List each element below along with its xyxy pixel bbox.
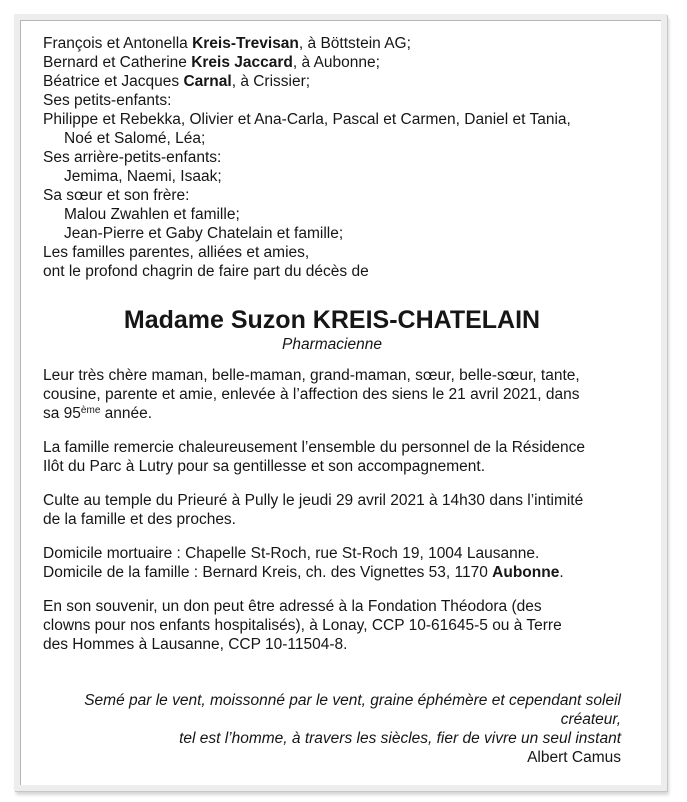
tribute-paragraph — [43, 366, 621, 423]
intro-line: Jean-Pierre et Gaby Chatelain et famille; — [64, 225, 344, 242]
service-paragraph — [43, 491, 621, 529]
intro-line: ont le profond chagrin de faire part du décès de — [43, 263, 369, 280]
intro-line: Jemima, Naemi, Isaak; — [64, 168, 222, 185]
quote-line: tel est l’homme, à travers les siècles, fier de vivre un seul instant — [179, 730, 621, 747]
intro-line-text: , à Böttstein AG; — [298, 35, 411, 52]
intro-line: Philippe et Rebekka, Olivier et Ana-Carla, Pascal et Carmen, Daniel et Tania, — [43, 111, 571, 128]
obituary-frame — [14, 14, 667, 791]
family-name-bold: Kreis Jaccard — [191, 54, 293, 71]
intro-line-text: Béatrice et Jacques — [43, 73, 184, 90]
intro-line: Noé et Salomé, Léa; — [64, 130, 206, 147]
thanks-line: Ilôt du Parc à Lutry pour sa gentillesse et son accompagnement. — [43, 458, 485, 475]
tribute-line: Leur très chère maman, belle-maman, grand-maman, sœur, belle-sœur, tante, — [43, 367, 580, 384]
donation-line: clowns pour nos enfants hospitalisés), à Lonay, CCP 10-61645-5 ou à Terre — [43, 617, 562, 634]
obituary-content — [20, 20, 661, 785]
intro-line: Ses arrière-petits-enfants: — [43, 149, 222, 166]
intro-line — [43, 34, 621, 53]
intro-line: Les familles parentes, alliées et amies, — [43, 244, 310, 261]
address-line-text: . — [559, 564, 564, 581]
address-line: Domicile mortuaire : Chapelle St-Roch, rue St-Roch 19, 1004 Lausanne. — [43, 545, 540, 562]
tribute-line-text: sa 95 — [43, 405, 81, 422]
intro-line-text: Bernard et Catherine — [43, 54, 192, 71]
intro-line: Malou Zwahlen et famille; — [64, 206, 240, 223]
intro-block — [43, 34, 621, 281]
quote-line: créateur, — [560, 711, 621, 728]
donation-line: En son souvenir, un don peut être adressé à la Fondation Théodora (des — [43, 598, 542, 615]
intro-line — [43, 53, 621, 72]
family-name-bold: Carnal — [183, 73, 232, 90]
quote-line: Semé par le vent, moissonné par le vent, graine éphémère et cependant soleil — [84, 692, 621, 709]
donations-paragraph — [43, 597, 621, 654]
tribute-line: cousine, parente et amie, enlevée à l’affection des siens le 21 avril 2021, dans — [43, 386, 580, 403]
intro-line: Ses petits-enfants: — [43, 92, 172, 109]
thanks-line: La famille remercie chaleureusement l’ensemble du personnel de la Résidence — [43, 439, 585, 456]
addresses-paragraph — [43, 544, 621, 582]
service-line: de la famille et des proches. — [43, 511, 236, 528]
quote-attribution: Albert Camus — [527, 749, 621, 766]
intro-line-text: , à Aubonne; — [292, 54, 380, 71]
intro-line-text: , à Crissier; — [231, 73, 311, 90]
deceased-profession: Pharmacienne — [282, 336, 382, 353]
intro-line: Sa sœur et son frère: — [43, 187, 190, 204]
service-line: Culte au temple du Prieuré à Pully le jeudi 29 avril 2021 à 14h30 dans l’intimité — [43, 492, 584, 509]
address-town-bold: Aubonne — [492, 564, 560, 581]
deceased-name: Madame Suzon KREIS-CHATELAIN — [123, 306, 541, 334]
family-name-bold: Kreis-Trevisan — [192, 35, 299, 52]
address-line-text: Domicile de la famille : Bernard Kreis, ch. des Vignettes 53, 1170 — [43, 564, 493, 581]
tribute-line-text: année. — [100, 405, 153, 422]
tribute-line — [43, 404, 621, 423]
intro-line — [43, 72, 621, 91]
thanks-paragraph — [43, 438, 621, 476]
quote-block — [43, 691, 621, 767]
donation-line: des Hommes à Lausanne, CCP 10-11504-8. — [43, 636, 348, 653]
ordinal-superscript: ème — [80, 405, 101, 416]
address-line — [43, 563, 621, 582]
intro-line-text: François et Antonella — [43, 35, 193, 52]
